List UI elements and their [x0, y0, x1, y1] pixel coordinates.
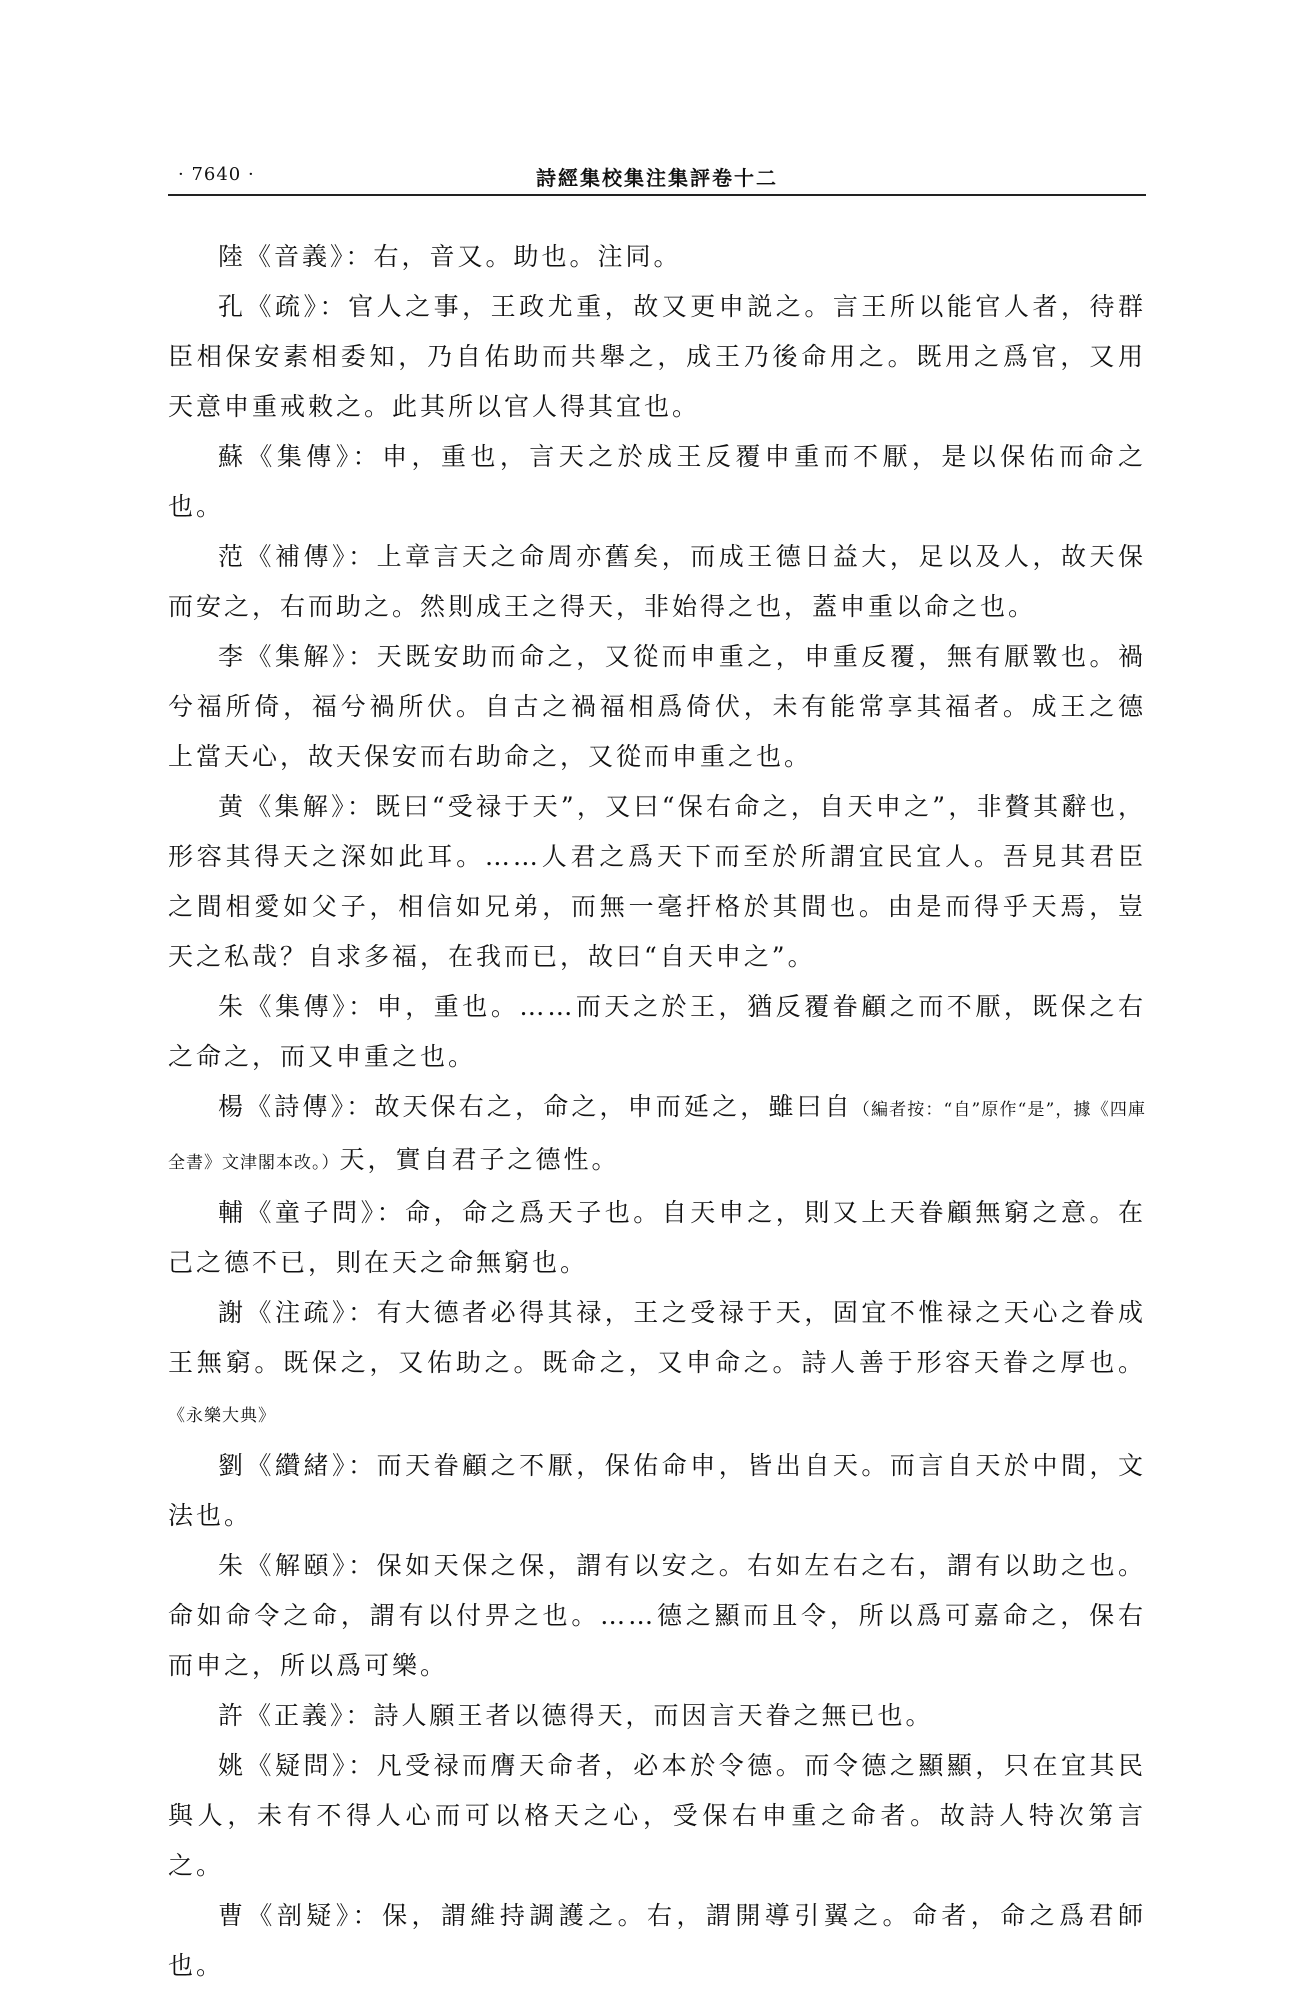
commentary-entry-li: 李《集解》：天既安助而命之，又從而申重之，申重反覆，無有厭斁也。禍兮福所倚，福兮禍所伏。自古之禍福相爲倚伏，未有能常享其福者。成王之德上當天心，故天保安而右助命之，又從而申重之也。 — [168, 642, 1146, 771]
entry-text: 謝《注疏》：有大德者必得其禄，王之受禄于天，固宜不惟禄之天心之眷成王無窮。既保之，又佑助之。既命之，又申命之。詩人善于形容天眷之厚也。 — [168, 1298, 1146, 1377]
commentary-entry-cao: 曹《剖疑》：保，謂維持調護之。右，謂開導引翼之。命者，命之爲君師也。 — [168, 1901, 1146, 1980]
commentary-body — [168, 232, 1146, 1991]
page-number: · 7640 · — [178, 164, 255, 185]
running-title: 詩經集校集注集評卷十二 — [536, 166, 778, 190]
entry-text: 楊《詩傳》：故天保右之，命之，申而延之，雖曰自 — [218, 1092, 853, 1121]
commentary-entry-su: 蘇《集傳》：申，重也，言天之於成王反覆申重而不厭，是以保佑而命之也。 — [168, 442, 1146, 521]
commentary-entry-fu: 輔《童子問》：命，命之爲天子也。自天申之，則又上天眷顧無窮之意。在己之德不已，則在天之命無窮也。 — [168, 1198, 1146, 1277]
entry-text: 天，實自君子之德性。 — [339, 1145, 620, 1174]
page-header — [168, 160, 1146, 194]
commentary-entry-kong: 孔《疏》：官人之事，王政尤重，故又更申説之。言王所以能官人者，待群臣相保安素相委知，乃自佑助而共舉之，成王乃後命用之。既用之爲官，又用天意申重戒敕之。此其所以官人得其宜也。 — [168, 292, 1146, 421]
commentary-entry-xu: 許《正義》：詩人願王者以德得天，而因言天眷之無已也。 — [218, 1701, 934, 1730]
editor-note: （編者按：“自”原作“是”，據《四庫全書》文津閣本改。） — [168, 1100, 1146, 1173]
commentary-entry-zhu-jizhuan: 朱《集傳》：申，重也。……而天之於王，猶反覆眷顧之而不厭，既保之右之命之，而又申重之也。 — [168, 992, 1146, 1071]
commentary-entry-yang — [168, 1082, 1146, 1188]
commentary-entry-xie — [168, 1288, 1146, 1441]
commentary-entry-zhu-jieyi: 朱《解頤》：保如天保之保，謂有以安之。右如左右之右，謂有以助之也。命如命令之命，謂有以付畀之也。……德之顯而且令，所以爲可嘉命之，保右而申之，所以爲可樂。 — [168, 1551, 1146, 1680]
commentary-entry-lu: 陸《音義》：右，音又。助也。注同。 — [218, 242, 682, 271]
commentary-entry-huang: 黄《集解》：既曰“受禄于天”，又曰“保右命之，自天申之”，非贅其辭也，形容其得天之深如此耳。……人君之爲天下而至於所謂宜民宜人。吾見其君臣之間相愛如父子，相信如兄弟，而無一毫扞格於其間也。由是而得乎天焉，豈天之私哉？自求多福，在我而已，故曰“自天申之”。 — [168, 792, 1146, 971]
header-rule — [168, 194, 1146, 196]
source-citation: 《永樂大典》 — [168, 1406, 276, 1426]
commentary-entry-yao: 姚《疑問》：凡受禄而膺天命者，必本於令德。而令德之顯顯，只在宜其民與人，未有不得人心而可以格天之心，受保右申重之命者。故詩人特次第言之。 — [168, 1751, 1146, 1880]
commentary-entry-fan: 范《補傳》：上章言天之命周亦舊矣，而成王德日益大，足以及人，故天保而安之，右而助之。然則成王之得天，非始得之也，蓋申重以命之也。 — [168, 542, 1146, 621]
commentary-entry-liu: 劉《纘緒》：而天眷顧之不厭，保佑命申，皆出自天。而言自天於中間，文法也。 — [168, 1451, 1146, 1530]
